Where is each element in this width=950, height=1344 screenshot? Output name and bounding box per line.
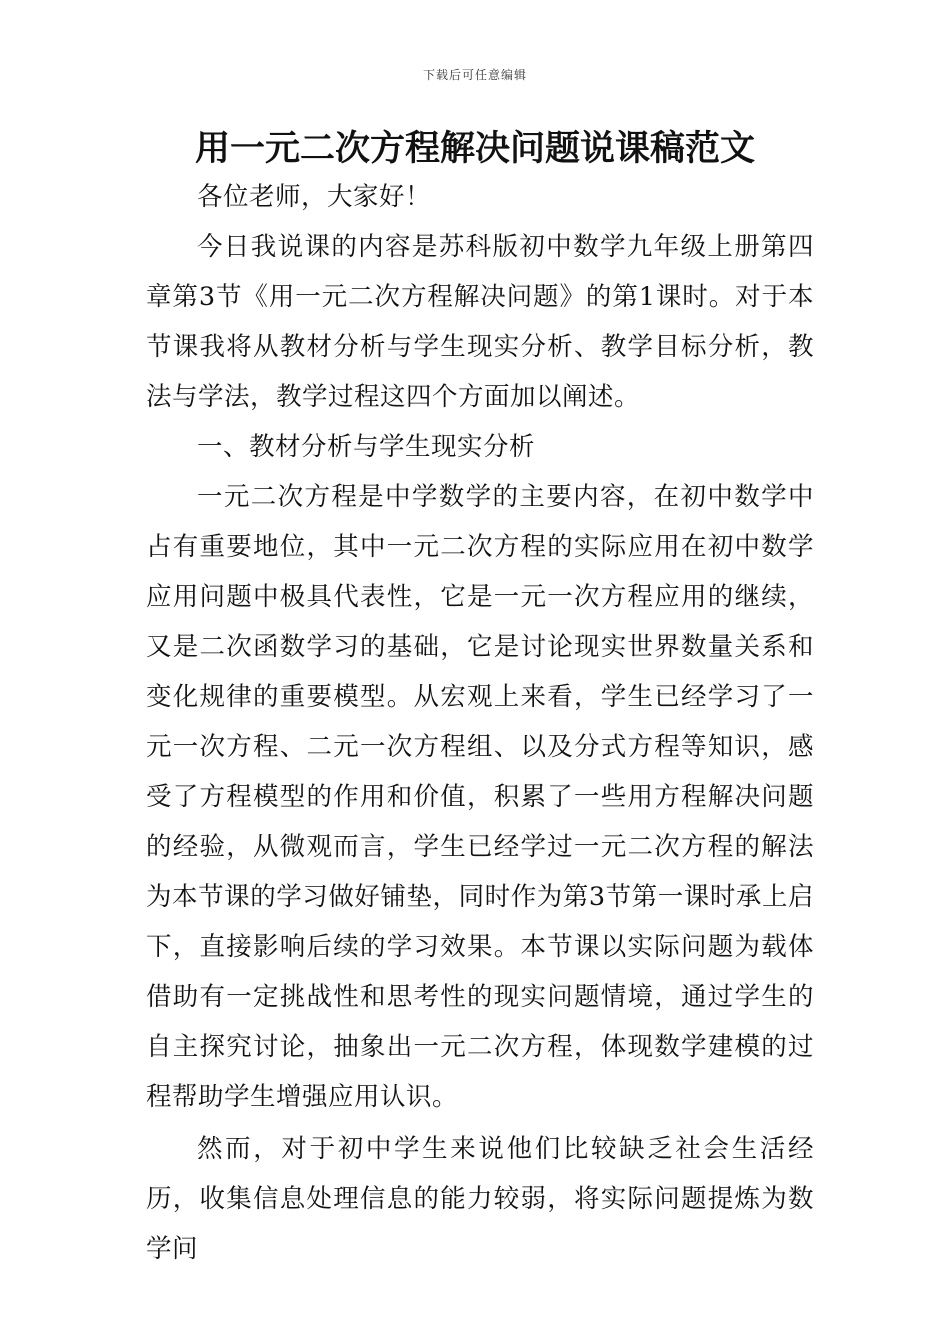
section-heading-1: 一、教材分析与学生现实分析	[197, 432, 536, 462]
intro-paragraph: 今日我说课的内容是苏科版初中数学九年级上册第四章第3节《用一元二次方程解决问题》的第1课时。对于本节课我将从教材分析与学生现实分析、教学目标分析，教法与学法，教学过程这四个方面加以阐述。	[146, 232, 814, 412]
student-paragraph: 然而，对于初中学生来说他们比较缺乏社会生活经历，收集信息处理信息的能力较弱，将实际问题提炼为数学问	[146, 1134, 814, 1264]
document-title: 用一元二次方程解决问题说课稿范文	[194, 129, 755, 169]
greeting-paragraph: 各位老师，大家好！	[197, 182, 432, 212]
document-body	[146, 172, 814, 1274]
header-note: 下载后可任意编辑	[422, 68, 527, 82]
analysis-paragraph: 一元二次方程是中学数学的主要内容，在初中数学中占有重要地位，其中一元二次方程的实际应用在初中数学应用问题中极具代表性，它是一元一次方程应用的继续，又是二次函数学习的基础，它是讨论现实世界数量关系和变化规律的重要模型。从宏观上来看，学生已经学习了一元一次方程、二元一次方程组、以及分式方程等知识，感受了方程模型的作用和价值，积累了一些用方程解决问题的经验，从微观而言，学生已经学过一元二次方程的解法为本节课的学习做好铺垫，同时作为第3节第一课时承上启下，直接影响后续的学习效果。本节课以实际问题为载体借助有一定挑战性和思考性的现实问题情境，通过学生的自主探究讨论，抽象出一元二次方程，体现数学建模的过程帮助学生增强应用认识。	[146, 482, 814, 1112]
